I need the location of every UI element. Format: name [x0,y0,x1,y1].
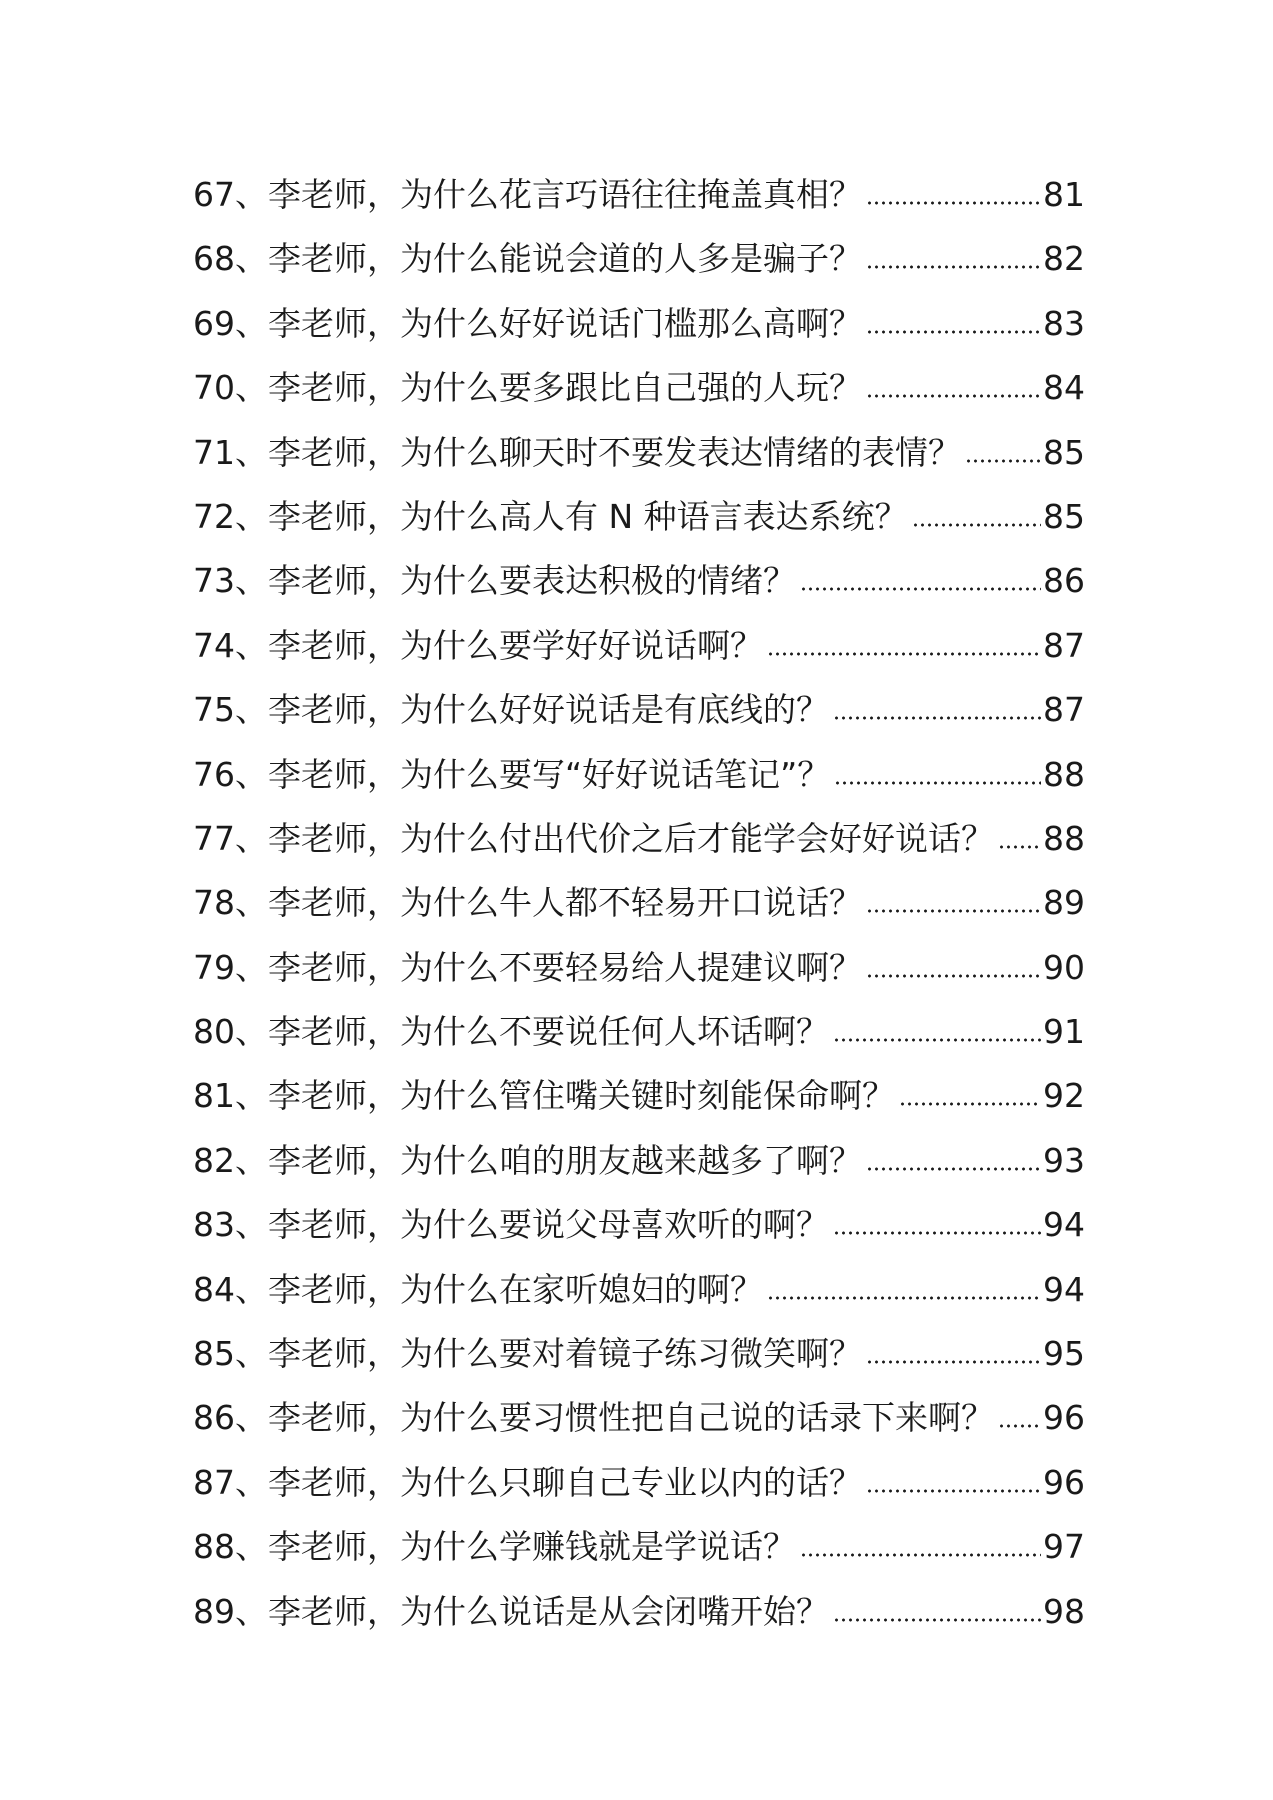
toc-entry-page-number: 94 [1043,1269,1085,1309]
toc-entry-number: 75 [193,690,235,730]
toc-entry-page-number: 84 [1043,368,1085,408]
toc-entry-number: 72 [193,496,235,536]
toc-entry-number: 82 [193,1140,235,1180]
toc-entry-title: 、李老师，为什么牛人都不轻易开口说话？ [235,883,862,923]
toc-entry-number: 79 [193,947,235,987]
toc-entry-title: 、李老师，为什么要习惯性把自己说的话录下来啊？ [235,1398,994,1438]
toc-dot-leader [998,844,1041,850]
toc-entry[interactable] [193,549,1085,613]
toc-entry-title: 、李老师，为什么只聊自己专业以内的话？ [235,1462,862,1502]
toc-entry-title: 、李老师，为什么管住嘴关键时刻能保命啊？ [235,1076,895,1116]
toc-entry-title: 、李老师，为什么要说父母喜欢听的啊？ [235,1205,829,1245]
toc-entry-title: 、李老师，为什么能说会道的人多是骗子？ [235,239,862,279]
toc-entry-number: 81 [193,1076,235,1116]
toc-entry[interactable] [193,1193,1085,1257]
toc-entry-number: 68 [193,239,235,279]
toc-entry-number: 78 [193,883,235,923]
toc-entry-title: 、李老师，为什么要表达积极的情绪？ [235,561,796,601]
toc-entry-number: 74 [193,625,235,665]
toc-entry-page-number: 90 [1043,947,1085,987]
toc-entry-page-number: 83 [1043,303,1085,343]
toc-dot-leader [866,1488,1041,1494]
toc-entry[interactable] [193,614,1085,678]
toc-dot-leader [866,200,1041,206]
toc-entry[interactable] [193,1451,1085,1515]
toc-entry-page-number: 88 [1043,818,1085,858]
toc-dot-leader [800,586,1041,592]
toc-dot-leader [866,264,1041,270]
toc-entry[interactable] [193,227,1085,291]
toc-dot-leader [866,329,1041,335]
toc-entry-number: 89 [193,1591,235,1631]
toc-entry-number: 80 [193,1012,235,1052]
toc-entry-page-number: 87 [1043,625,1085,665]
toc-dot-leader [912,522,1041,528]
toc-entry-number: 85 [193,1334,235,1374]
toc-entry-title: 、李老师，为什么学赚钱就是学说话？ [235,1527,796,1567]
toc-dot-leader [866,393,1041,399]
toc-entry[interactable] [193,871,1085,935]
toc-entry-title: 、李老师，为什么聊天时不要发表达情绪的表情？ [235,432,961,472]
toc-dot-leader [767,1295,1041,1301]
toc-entry-number: 84 [193,1269,235,1309]
toc-entry-number: 73 [193,561,235,601]
toc-entry[interactable] [193,1580,1085,1644]
toc-entry-number: 67 [193,175,235,214]
toc-entry-title: 、李老师，为什么好好说话是有底线的？ [235,690,829,730]
toc-entry-number: 86 [193,1398,235,1438]
toc-entry-title: 、李老师，为什么在家听媳妇的啊？ [235,1269,763,1309]
toc-entry[interactable] [193,807,1085,871]
toc-entry-page-number: 93 [1043,1140,1085,1180]
toc-entry-title: 、李老师，为什么高人有 N 种语言表达系统？ [235,496,908,536]
toc-entry-number: 69 [193,303,235,343]
toc-dot-leader [866,973,1041,979]
toc-entry-number: 87 [193,1462,235,1502]
toc-entry-page-number: 95 [1043,1334,1085,1374]
toc-entry-number: 83 [193,1205,235,1245]
toc-dot-leader [834,780,1041,786]
toc-entry-page-number: 81 [1043,175,1085,214]
toc-entry-page-number: 89 [1043,883,1085,923]
toc-entry-title: 、李老师，为什么不要说任何人坏话啊？ [235,1012,829,1052]
toc-entry-page-number: 86 [1043,561,1085,601]
toc-dot-leader [833,1617,1041,1623]
toc-entry-page-number: 88 [1043,754,1085,794]
toc-entry-page-number: 85 [1043,496,1085,536]
toc-dot-leader [833,1230,1041,1236]
toc-dot-leader [866,908,1041,914]
toc-entry-title: 、李老师，为什么好好说话门槛那么高啊？ [235,303,862,343]
toc-entry[interactable] [193,1064,1085,1128]
toc-entry-number: 76 [193,754,235,794]
toc-entry[interactable] [193,1258,1085,1322]
toc-entry[interactable] [193,936,1085,1000]
toc-dot-leader [833,715,1041,721]
toc-entry-title: 、李老师，为什么付出代价之后才能学会好好说话？ [235,818,994,858]
toc-dot-leader [833,1037,1041,1043]
toc-entry-title: 、李老师，为什么要对着镜子练习微笑啊？ [235,1334,862,1374]
toc-dot-leader [767,651,1041,657]
toc-entry-title: 、李老师，为什么不要轻易给人提建议啊？ [235,947,862,987]
toc-entry[interactable] [193,678,1085,742]
toc-entry-page-number: 96 [1043,1462,1085,1502]
toc-entry-number: 71 [193,432,235,472]
toc-dot-leader [965,458,1041,464]
toc-entry-page-number: 94 [1043,1205,1085,1245]
toc-entry-page-number: 96 [1043,1398,1085,1438]
toc-entry-number: 88 [193,1527,235,1567]
toc-entry[interactable] [193,485,1085,549]
toc-dot-leader [800,1552,1041,1558]
toc-entry[interactable] [193,1000,1085,1064]
toc-entry-page-number: 85 [1043,432,1085,472]
toc-entry-number: 70 [193,368,235,408]
toc-dot-leader [866,1166,1041,1172]
toc-dot-leader [899,1101,1041,1107]
toc-entry-title: 、李老师，为什么花言巧语往往掩盖真相？ [235,175,862,214]
toc-entry-title: 、李老师，为什么咱的朋友越来越多了啊？ [235,1140,862,1180]
toc-dot-leader [866,1359,1041,1365]
toc-entry[interactable] [193,421,1085,485]
toc-entry-page-number: 91 [1043,1012,1085,1052]
toc-entry[interactable] [193,1515,1085,1579]
table-of-contents [193,163,1085,1644]
toc-entry[interactable] [193,356,1085,420]
toc-entry-page-number: 87 [1043,690,1085,730]
toc-entry-title: 、李老师，为什么要学好好说话啊？ [235,625,763,665]
toc-entry[interactable] [193,1129,1085,1193]
toc-entry[interactable] [193,1322,1085,1386]
toc-entry-page-number: 92 [1043,1076,1085,1116]
toc-entry[interactable] [193,163,1085,227]
toc-entry-title: 、李老师，为什么说话是从会闭嘴开始？ [235,1591,829,1631]
toc-entry-title: 、李老师，为什么要多跟比自己强的人玩？ [235,368,862,408]
toc-entry[interactable] [193,292,1085,356]
toc-entry-title: 、李老师，为什么要写“好好说话笔记”？ [235,754,831,794]
toc-entry-page-number: 97 [1043,1527,1085,1567]
toc-entry[interactable] [193,743,1085,807]
toc-entry[interactable] [193,1386,1085,1450]
toc-entry-number: 77 [193,818,235,858]
toc-entry-page-number: 82 [1043,239,1085,279]
toc-entry-page-number: 98 [1043,1591,1085,1631]
toc-dot-leader [998,1423,1041,1429]
